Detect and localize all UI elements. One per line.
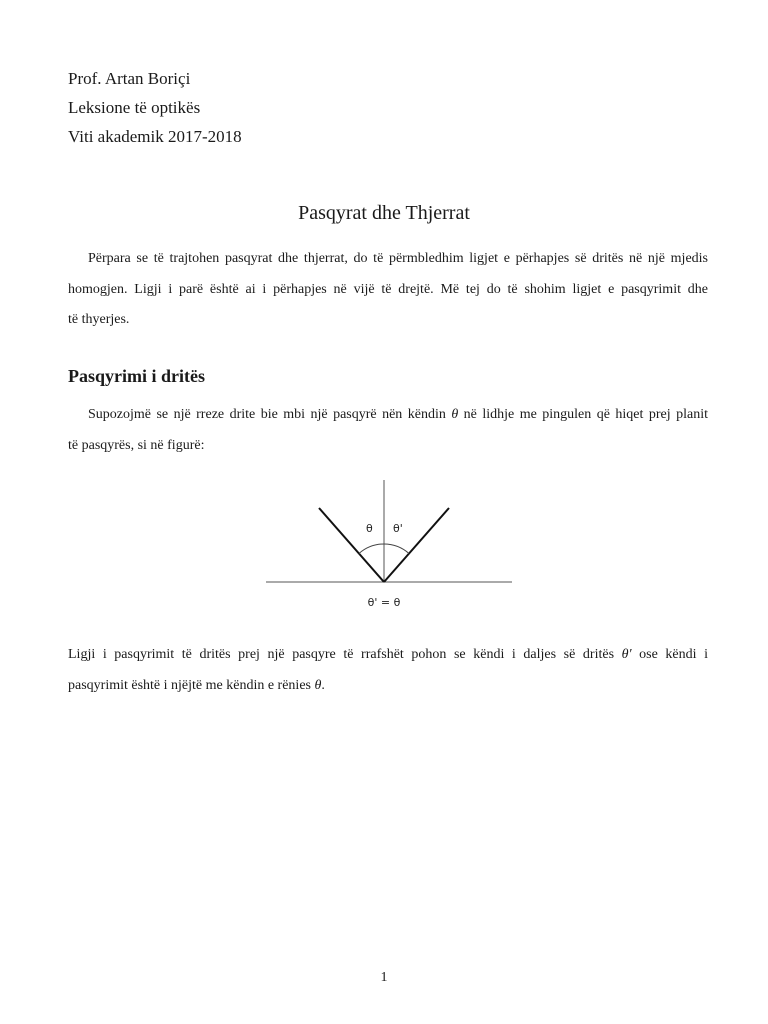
reflection-p1-line-1 — [68, 400, 708, 431]
author-name: Prof. Artan Boriçi — [68, 69, 191, 88]
theta-prime-symbol: θ′ — [621, 647, 632, 662]
intro-line-2: homogjen. Ligji i parë është ai i përhapjes në vijë të drejtë. Më tej do të shohim ligjet e pasqyrimit dhe — [68, 281, 708, 297]
reflected-angle-label: θ' — [393, 522, 403, 535]
text-segment: në lidhje me pingulen që hiqet prej planit — [458, 407, 708, 422]
reflection-p1-line-2: të pasqyrës, si në figurë: — [68, 437, 205, 453]
reflection-diagram — [260, 478, 520, 618]
text-segment: . — [321, 677, 325, 693]
section-heading: Pasqyrimi i dritës — [68, 366, 205, 386]
text-segment: Ligji i pasqyrimit të dritës prej një pasqyre të rrafshët pohon se këndi i daljes së dritës — [68, 647, 622, 662]
text-segment: pasqyrimit është i njëjtë me këndin e rënies — [68, 677, 315, 693]
page-number: 1 — [380, 970, 388, 985]
document-title: Pasqyrat dhe Thjerrat — [298, 202, 470, 224]
course-name: Leksione të optikës — [68, 98, 201, 117]
intro-line-3: të thyerjes. — [68, 312, 130, 327]
reflected-angle-arc — [384, 544, 409, 554]
intro-paragraph — [68, 244, 708, 336]
incident-angle-label: θ — [366, 522, 373, 535]
reflection-paragraph-2 — [68, 640, 708, 701]
reflection-figure — [260, 478, 520, 618]
theta-symbol: θ — [314, 677, 322, 693]
reflection-p2-line-1 — [68, 640, 708, 671]
intro-line-1: Përpara se të trajtohen pasqyrat dhe thjerrat, do të përmbledhim ligjet e përhapjes së dritës në një mjedis — [88, 251, 708, 266]
figure-caption: θ' = θ — [367, 596, 401, 609]
document-header — [68, 64, 242, 151]
incident-angle-arc — [359, 544, 384, 554]
reflection-paragraph-1 — [68, 400, 708, 461]
reflection-p2-line-2 — [68, 671, 708, 702]
text-segment: Supozojmë se një rreze drite bie mbi një pasqyrë nën këndin — [88, 407, 452, 422]
theta-symbol: θ — [451, 407, 459, 422]
text-segment: ose këndi i — [631, 647, 708, 662]
academic-year: Viti akademik 2017-2018 — [68, 127, 242, 146]
